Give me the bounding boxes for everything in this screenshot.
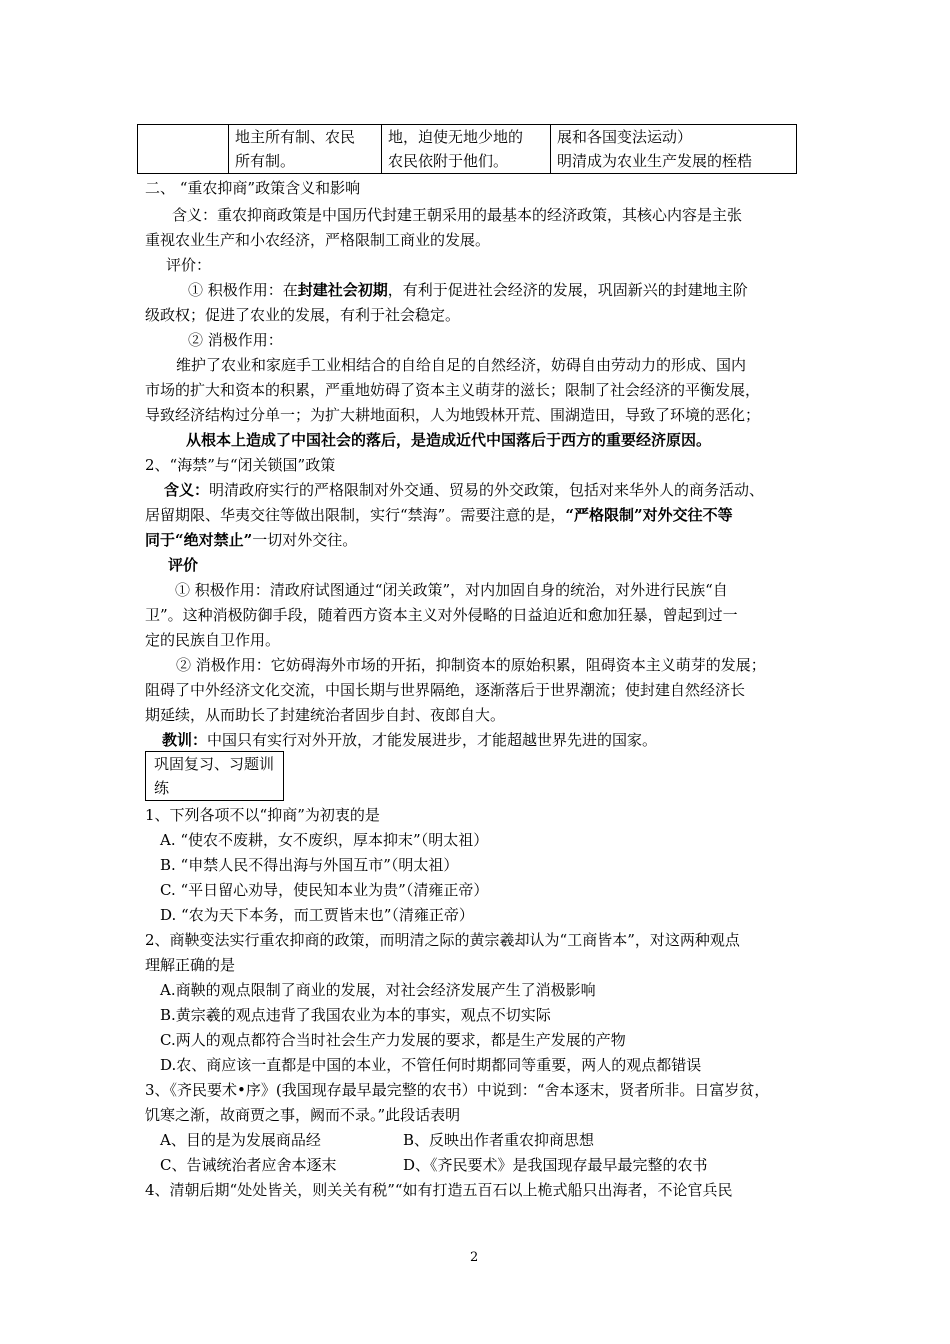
section-heading: 2、“海禁”与“闭关锁国”政策 <box>145 456 336 474</box>
question-option: A、目的是为发展商品经 <box>160 1131 321 1149</box>
bold-text: 同于“绝对禁止” <box>145 531 253 549</box>
question: 2、商鞅变法实行重农抑商的政策，而明清之际的黄宗羲却认为“工商皆本”，对这两种观点 <box>145 931 740 949</box>
paragraph-line: 级政权；促进了农业的发展，有利于社会稳定。 <box>145 306 461 324</box>
question: 理解正确的是 <box>145 956 236 974</box>
question-option: C、告诫统治者应舍本逐末 <box>160 1156 337 1174</box>
paragraph-line: 阻碍了中外经济文化交流，中国长期与世界隔绝，逐渐落后于世界潮流；使封建自然经济长 <box>145 681 746 699</box>
conclusion-bold: 从根本上造成了中国社会的落后，是造成近代中国落后于西方的重要经济原因。 <box>186 431 712 449</box>
bold-text: 含义： <box>164 481 210 499</box>
table-cell: 所有制。 <box>229 149 382 174</box>
bold-text: “严格限制”对外交往不等 <box>565 506 733 524</box>
text-run: ，有利于促进社会经济的发展，巩固新兴的封建地主阶 <box>387 281 748 299</box>
paragraph-line: ② 消极作用：它妨碍海外市场的开拓，抑制资本的原始积累，阻碍资本主义萌芽的发展； <box>176 656 766 674</box>
text-run: 中国只有实行对外开放，才能发展进步，才能超越世界先进的国家。 <box>207 731 658 749</box>
text-run: 一切对外交往。 <box>252 531 358 549</box>
question-option: D. “农为天下本务，而工贾皆末也”（清雍正帝） <box>160 906 474 924</box>
question-option: D、《齐民要术》是我国现存最早最完整的农书 <box>403 1156 708 1174</box>
paragraph-line: ① 积极作用：清政府试图通过“闭关政策”，对内加固自身的统治，对外进行民族“自 <box>175 581 728 599</box>
paragraph-line: ② 消极作用： <box>188 331 283 349</box>
paragraph-line: 维护了农业和家庭手工业相结合的自给自足的自然经济，妨碍自由劳动力的形成、国内 <box>176 356 747 374</box>
question-option: A.商鞅的观点限制了商业的发展，对社会经济发展产生了消极影响 <box>160 981 596 999</box>
table-cell: 地主所有制、农民 <box>229 125 382 150</box>
table-cell: 农民依附于他们。 <box>382 149 551 174</box>
table-cell: 地，迫使无地少地的 <box>382 125 551 150</box>
section-heading: 二、 “重农抑商”政策含义和影响 <box>145 179 361 197</box>
paragraph-line: 市场的扩大和资本的积累，严重地妨碍了资本主义萌芽的滋长；限制了社会经济的平衡发展， <box>145 381 761 399</box>
question: 1、下列各项不以“抑商”为初衷的是 <box>145 806 380 824</box>
page-number: 2 <box>470 1250 479 1265</box>
evaluation-label: 评价 <box>168 556 199 574</box>
bold-text: 封建社会初期 <box>297 281 388 299</box>
evaluation-label: 评价： <box>166 256 212 274</box>
question-option: C.两人的观点都符合当时社会生产力发展的要求，都是生产发展的产物 <box>160 1031 626 1049</box>
paragraph-line <box>145 503 733 527</box>
policy-table-fragment <box>137 124 797 174</box>
question-option: A. “使农不废耕，女不废织，厚本抑末”（明太祖） <box>160 831 489 849</box>
bold-text: 教训： <box>162 731 208 749</box>
text-run: 居留期限、华夷交往等做出限制，实行“禁海”。需要注意的是， <box>145 506 566 524</box>
paragraph-line: 导致经济结构过分单一；为扩大耕地面积，人为地毁林开荒、围湖造田，导致了环境的恶化； <box>145 406 761 424</box>
paragraph-line <box>188 278 748 302</box>
paragraph-line <box>164 478 764 502</box>
table-cell-empty <box>138 125 229 174</box>
question: 饥寒之渐，故商贾之事，阙而不录。”此段话表明 <box>145 1106 461 1124</box>
table-row <box>138 125 797 150</box>
text-run: 明清政府实行的严格限制对外交通、贸易的外交政策，包括对来华外人的商务活动、 <box>209 481 765 499</box>
table-cell: 展和各国变法运动） <box>551 125 797 150</box>
paragraph-line <box>162 728 657 752</box>
question: 3、《齐民要术•序》(我国现存最早最完整的农书）中说到：“舍本逐末，贤者所非。日富岁贫， <box>145 1081 770 1099</box>
table-cell: 明清成为农业生产发展的桎梏 <box>551 149 797 174</box>
paragraph-line: 定的民族自卫作用。 <box>145 631 281 649</box>
question-option: B.黄宗羲的观点违背了我国农业为本的事实，观点不切实际 <box>160 1006 551 1024</box>
paragraph-line: 含义：重农抑商政策是中国历代封建王朝采用的最基本的经济政策，其核心内容是主张 <box>172 206 743 224</box>
paragraph-line: 卫”。这种消极防御手段，随着西方资本主义对外侵略的日益迫近和愈加狂暴，曾起到过一 <box>145 606 738 624</box>
question-option: C. “平日留心劝导，使民知本业为贵”（清雍正帝） <box>160 881 489 899</box>
question: 4、清朝后期“处处皆关，则关关有税”“如有打造五百石以上桅式船只出海者，不论官兵民 <box>145 1181 733 1199</box>
question-option: D.农、商应该一直都是中国的本业，不管任何时期都同等重要，两人的观点都错误 <box>160 1056 702 1074</box>
paragraph-line <box>145 528 357 552</box>
review-section-box: 巩固复习、习题训练 <box>145 751 284 801</box>
text-run: ① 积极作用：在 <box>188 281 298 299</box>
table-row <box>138 149 797 174</box>
paragraph-line: 重视农业生产和小农经济，严格限制工商业的发展。 <box>145 231 491 249</box>
paragraph-line: 期延续，从而助长了封建统治者固步自封、夜郎自大。 <box>145 706 506 724</box>
question-option: B. “申禁人民不得出海与外国互市”（明太祖） <box>160 856 459 874</box>
question-option: B、反映出作者重农抑商思想 <box>403 1131 595 1149</box>
